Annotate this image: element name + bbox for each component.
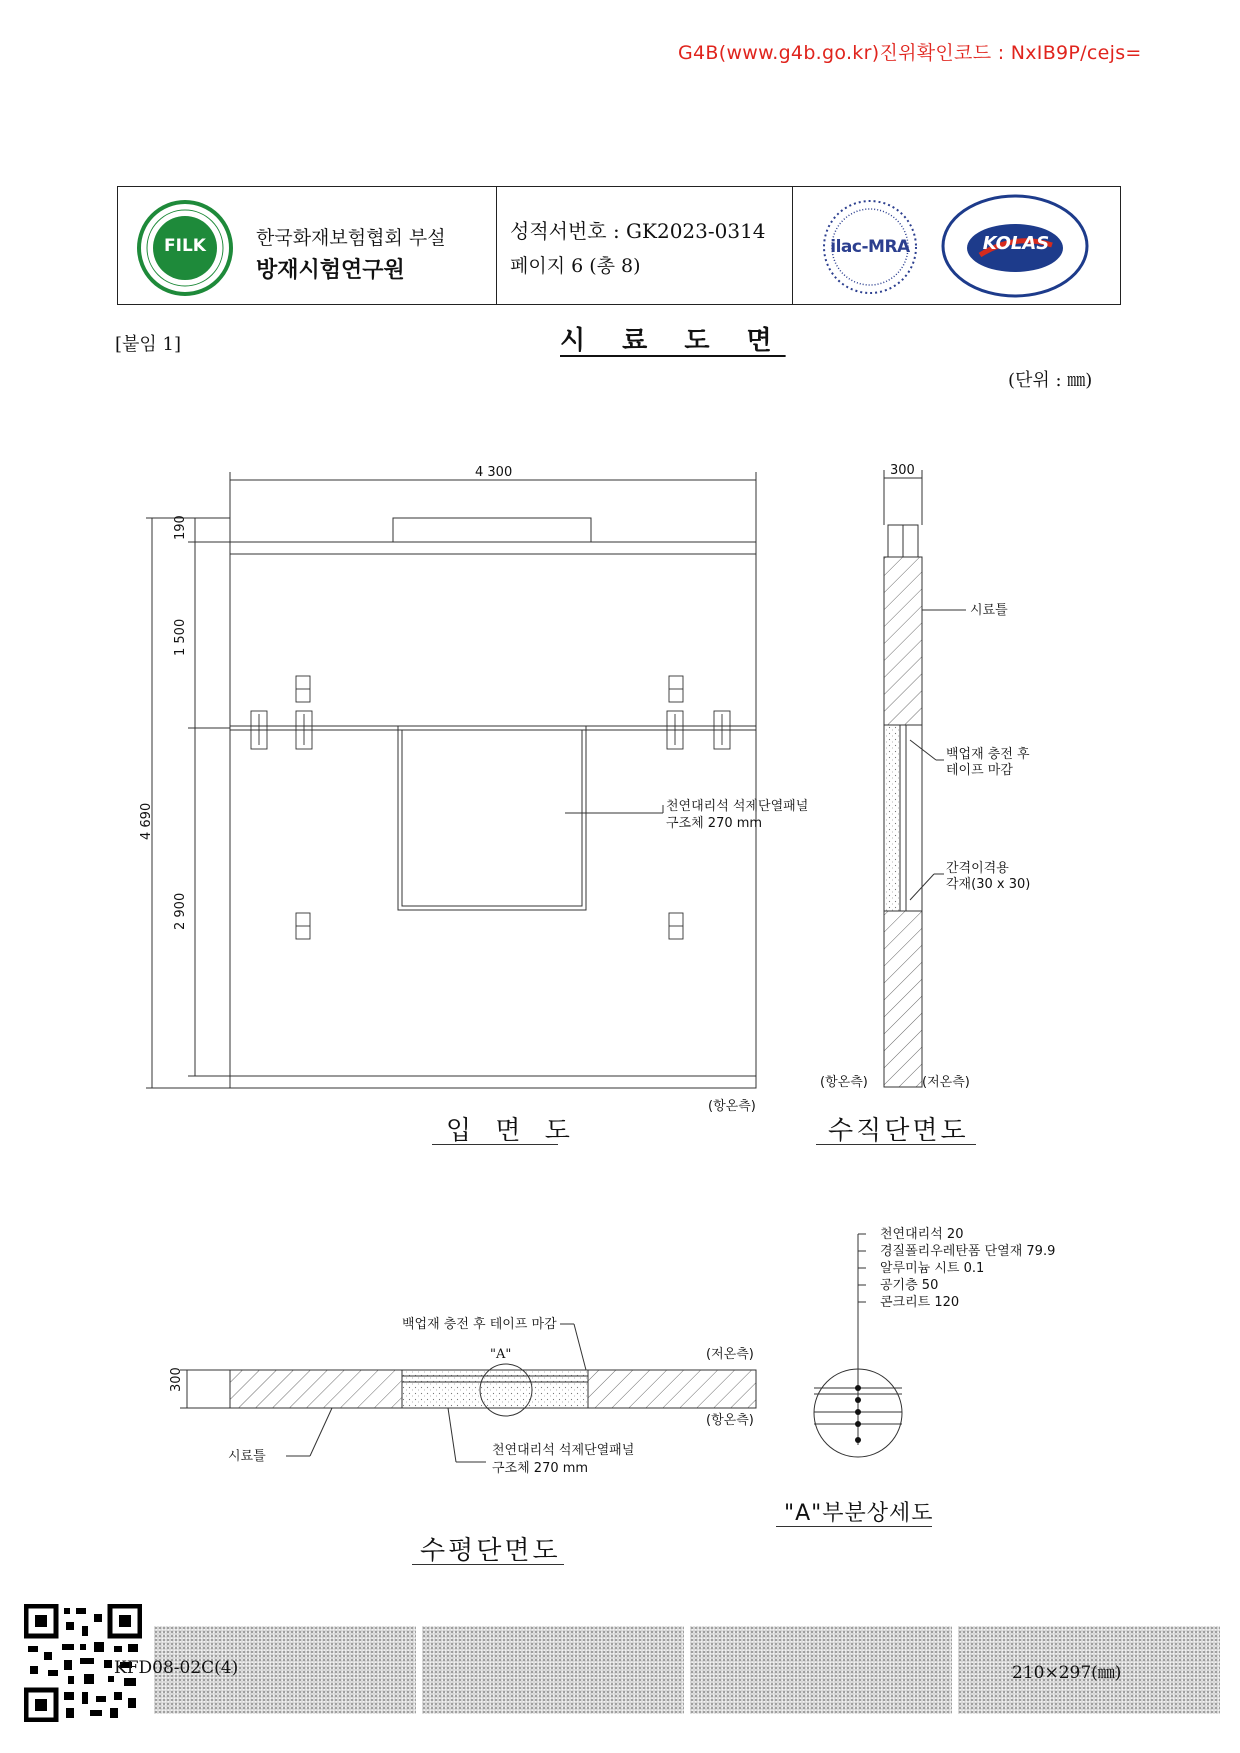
page-title: 시 료 도 면 bbox=[560, 326, 786, 356]
hsec-caption-underline bbox=[412, 1564, 564, 1565]
hsec-cold-side: (저온측) bbox=[706, 1347, 754, 1362]
dim-2900: 2 900 bbox=[173, 892, 188, 930]
vsec-frame-label: 시료틀 bbox=[970, 603, 1008, 618]
detail-layer-1: 천연대리석 20 bbox=[880, 1227, 964, 1242]
dim-1500: 1 500 bbox=[173, 618, 188, 656]
hsec-dim-300: 300 bbox=[169, 1367, 184, 1392]
vsec-spacer-label-2: 각재(30 x 30) bbox=[946, 877, 1031, 892]
vsec-dim-300: 300 bbox=[890, 463, 915, 478]
footer-cell-2 bbox=[422, 1626, 684, 1714]
hsec-frame-label: 시료틀 bbox=[228, 1449, 266, 1464]
dim-4690: 4 690 bbox=[139, 802, 154, 840]
elevation-side-label: (항온측) bbox=[708, 1099, 756, 1114]
org-name-line1: 한국화재보험협회 부설 bbox=[256, 227, 446, 249]
elevation-caption-underline bbox=[432, 1144, 558, 1145]
elevation-panel-label-2: 구조체 270 mm bbox=[666, 816, 763, 831]
detail-layer-3: 알루미늄 시트 0.1 bbox=[880, 1261, 985, 1276]
detail-layer-2: 경질폴리우레탄폼 단열재 79.9 bbox=[880, 1244, 1056, 1259]
vsec-caption-underline bbox=[816, 1144, 976, 1145]
report-number: 성적서번호 : GK2023-0314 bbox=[510, 219, 766, 243]
org-name-line2: 방재시험연구원 bbox=[256, 258, 405, 283]
vsec-hot-side: (항온측) bbox=[820, 1075, 868, 1090]
vsec-seal-label-2: 테이프 마감 bbox=[946, 763, 1013, 778]
page-info: 페이지 6 (총 8) bbox=[510, 255, 641, 277]
hsec-a-label: "A" bbox=[490, 1347, 512, 1362]
attachment-label: [붙임 1] bbox=[115, 334, 181, 355]
verification-code: G4B(www.g4b.go.kr)진위확인코드 : NxIB9P/cejs= bbox=[678, 42, 1142, 64]
vertical-section-caption: 수직단면도 bbox=[828, 1116, 969, 1146]
vsec-seal-label-1: 백업재 충전 후 bbox=[946, 747, 1030, 762]
hsec-panel-label-2: 구조체 270 mm bbox=[492, 1461, 589, 1476]
hsec-seal-label: 백업재 충전 후 테이프 마감 bbox=[402, 1317, 557, 1332]
filk-logo-text: FILK bbox=[164, 236, 206, 256]
unit-label: (단위 : ㎜) bbox=[1008, 370, 1093, 391]
vsec-cold-side: (저온측) bbox=[922, 1075, 970, 1090]
detail-a-caption: "A"부분상세도 bbox=[784, 1501, 934, 1526]
paper-size: 210×297(㎜) bbox=[1012, 1663, 1122, 1683]
elevation-drawing bbox=[146, 472, 756, 1088]
horizontal-section-drawing bbox=[180, 1324, 756, 1462]
horizontal-section-caption: 수평단면도 bbox=[420, 1536, 561, 1566]
detail-layer-5: 콘크리트 120 bbox=[880, 1295, 960, 1310]
ilac-logo-text: ilac-MRA bbox=[830, 237, 910, 257]
vsec-spacer-label-1: 간격이격용 bbox=[946, 861, 1009, 876]
form-code: KFD08-02C(4) bbox=[114, 1658, 239, 1678]
detail-caption-underline bbox=[776, 1526, 932, 1527]
elevation-caption: 입 면 도 bbox=[446, 1116, 578, 1146]
elevation-panel-label-1: 천연대리석 석제단열패널 bbox=[666, 799, 809, 814]
detail-layer-4: 공기층 50 bbox=[880, 1278, 939, 1293]
footer-cell-3 bbox=[690, 1626, 952, 1714]
hsec-panel-label-1: 천연대리석 석제단열패널 bbox=[492, 1443, 635, 1458]
dim-190: 190 bbox=[173, 515, 188, 540]
hsec-hot-side: (항온측) bbox=[706, 1413, 754, 1428]
kolas-logo-text: KOLAS bbox=[982, 233, 1050, 254]
dim-width: 4 300 bbox=[475, 465, 513, 480]
